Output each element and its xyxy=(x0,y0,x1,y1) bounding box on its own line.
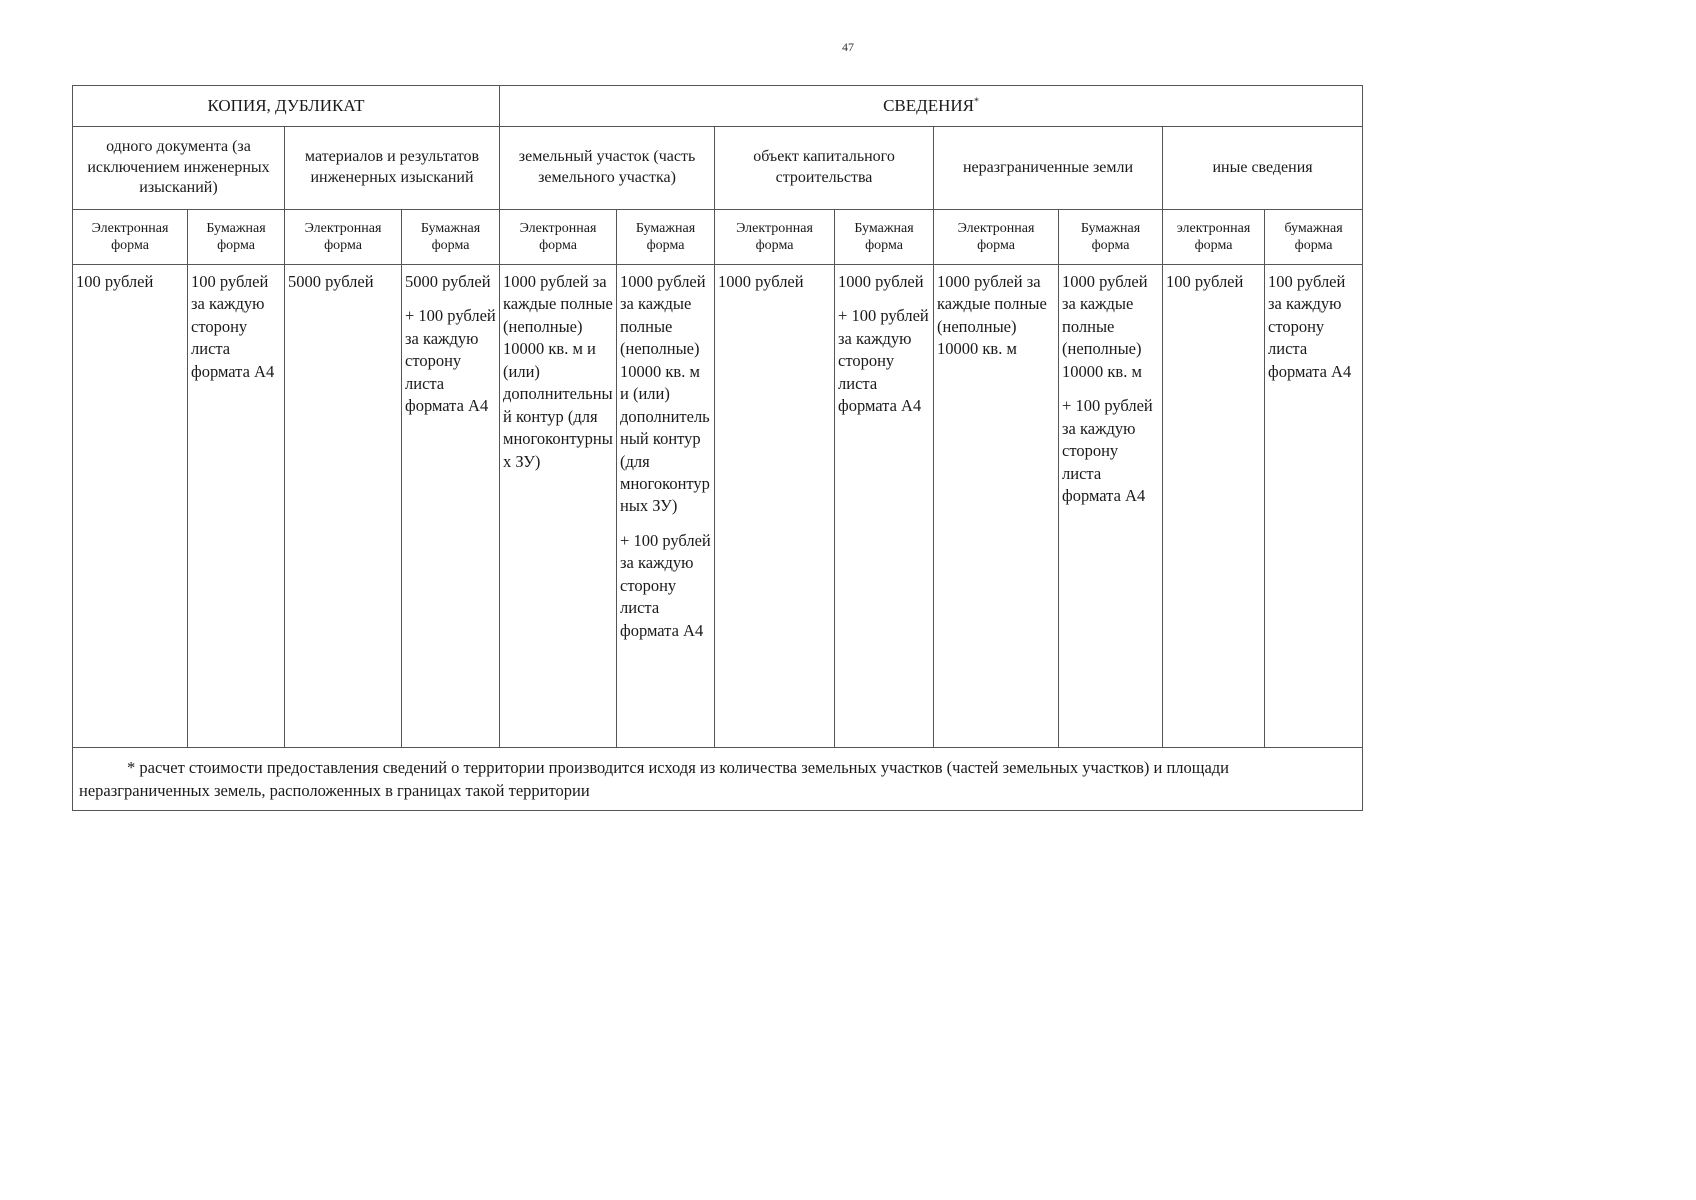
price-cell-land-electronic xyxy=(500,265,617,748)
price-extra-text: + 100 рублей за каждую сторону листа формата А4 xyxy=(838,306,929,416)
price-cell-one-doc-paper xyxy=(188,265,285,748)
footnote-text: * расчет стоимости предоставления сведений о территории производится исходя из количества земельных участков (частей земельных участков) и площади неразграниченных земель, расположенных в границах такой территории xyxy=(79,758,1230,801)
price-cell-other-paper xyxy=(1265,265,1363,748)
form-header-electronic: Электронная форма xyxy=(73,210,188,265)
price-cell-surveys-electronic xyxy=(285,265,402,748)
group-header-copy: КОПИЯ, ДУБЛИКАТ xyxy=(73,86,500,127)
form-header-paper: бумажная форма xyxy=(1265,210,1363,265)
price-cell-capital-paper xyxy=(835,265,934,748)
form-header-paper: Бумажная форма xyxy=(835,210,934,265)
form-header-electronic: Электронная форма xyxy=(285,210,402,265)
price-text: 1000 рублей xyxy=(718,272,804,291)
price-text: 100 рублей xyxy=(1166,272,1244,291)
form-header-paper: Бумажная форма xyxy=(1059,210,1163,265)
footnote-row xyxy=(73,748,1363,811)
group-header-row xyxy=(73,86,1363,127)
form-header-paper: Бумажная форма xyxy=(402,210,500,265)
form-header-paper: Бумажная форма xyxy=(617,210,715,265)
sub-header-surveys: материалов и результатов инженерных изысканий xyxy=(285,127,500,210)
price-text: 1000 рублей за каждые полные (неполные) 10000 кв. м и (или) дополнительный контур (для многоконтурных ЗУ) xyxy=(503,272,613,471)
sub-header-capital-object: объект капитального строительства xyxy=(715,127,934,210)
price-text: 1000 рублей за каждые полные (неполные) 10000 кв. м xyxy=(937,272,1047,359)
price-text: 100 рублей за каждую сторону листа формата А4 xyxy=(191,272,275,381)
price-extra-text: + 100 рублей за каждую сторону листа формата А4 xyxy=(405,306,496,416)
sub-header-row xyxy=(73,127,1363,210)
price-cell-undivided-paper xyxy=(1059,265,1163,748)
form-header-electronic: Электронная форма xyxy=(934,210,1059,265)
sub-header-undivided-land: неразграниченные земли xyxy=(934,127,1163,210)
price-text: 1000 рублей xyxy=(838,272,924,291)
price-text: 100 рублей за каждую сторону листа формата А4 xyxy=(1268,272,1352,381)
page-number: 47 xyxy=(842,40,854,54)
price-cell-land-paper xyxy=(617,265,715,748)
group-header-info-label: СВЕДЕНИЯ xyxy=(883,95,975,115)
sub-header-other-info: иные сведения xyxy=(1163,127,1363,210)
price-text: 100 рублей xyxy=(76,272,154,291)
price-text: 5000 рублей xyxy=(405,272,491,291)
price-text: 5000 рублей xyxy=(288,272,374,291)
price-cell-surveys-paper xyxy=(402,265,500,748)
price-cell-one-doc-electronic xyxy=(73,265,188,748)
footnote xyxy=(73,748,1363,811)
form-header-paper: Бумажная форма xyxy=(188,210,285,265)
price-cell-capital-electronic xyxy=(715,265,835,748)
price-extra-text: + 100 рублей за каждую сторону листа формата А4 xyxy=(1062,396,1153,505)
price-row xyxy=(73,265,1363,748)
price-cell-undivided-electronic xyxy=(934,265,1059,748)
footnote-marker: * xyxy=(974,96,980,108)
price-cell-other-electronic xyxy=(1163,265,1265,748)
price-text: 1000 рублей за каждые полные (неполные) 10000 кв. м xyxy=(1062,272,1148,381)
price-text: 1000 рублей за каждые полные (неполные) 10000 кв. м и (или) дополнительный контур (для многоконтурных ЗУ) xyxy=(620,272,710,516)
price-extra-text: + 100 рублей за каждую сторону листа формата А4 xyxy=(620,530,711,640)
form-header-electronic: Электронная форма xyxy=(715,210,835,265)
sub-header-land-plot: земельный участок (часть земельного участка) xyxy=(500,127,715,210)
form-header-row xyxy=(73,210,1363,265)
sub-header-one-document: одного документа (за исключением инженерных изысканий) xyxy=(73,127,285,210)
form-header-electronic: Электронная форма xyxy=(500,210,617,265)
group-header-info xyxy=(500,86,1363,127)
fee-table xyxy=(72,85,1363,811)
form-header-electronic: электронная форма xyxy=(1163,210,1265,265)
